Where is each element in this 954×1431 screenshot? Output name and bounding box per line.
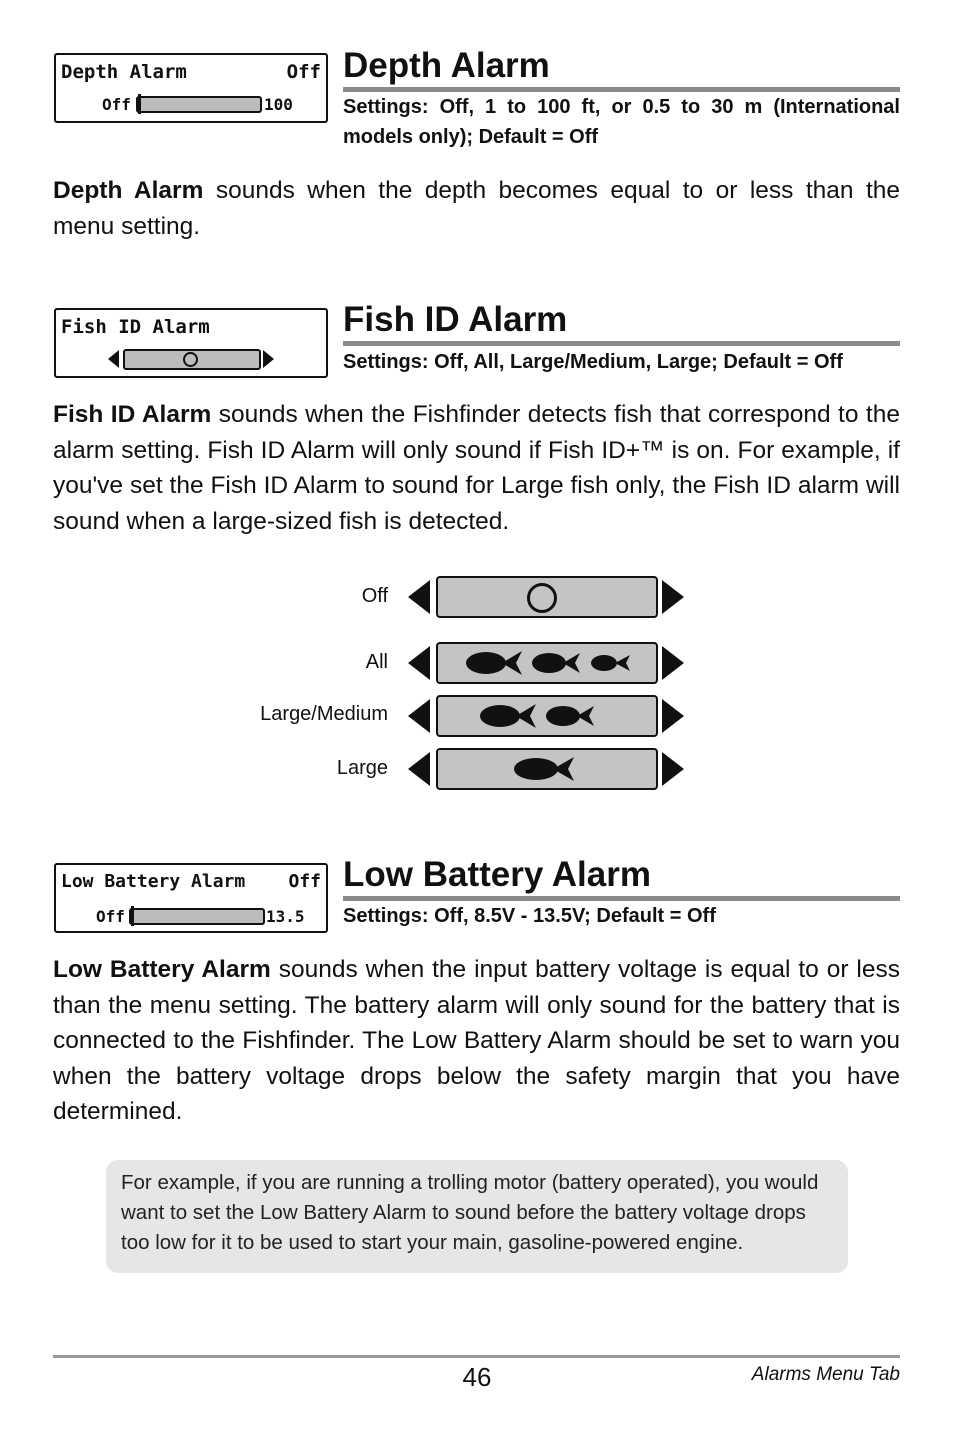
arrow-right-icon: [662, 752, 684, 786]
depth-alarm-slider-min: Off: [102, 95, 131, 114]
fish-id-option-track: [436, 748, 658, 790]
footer-section-title: Alarms Menu Tab: [751, 1364, 900, 1385]
circle-off-icon: [183, 352, 198, 367]
fish-icon: [532, 648, 582, 678]
low-battery-alarm-slider-knob: [131, 906, 134, 926]
fish-icon: [480, 701, 538, 731]
low-battery-alarm-slider-min: Off: [96, 907, 125, 926]
fish-id-alarm-heading: Fish ID Alarm: [343, 300, 900, 346]
fish-id-option-large-medium: [408, 695, 684, 737]
fish-id-alarm-menu-widget: [54, 308, 328, 378]
depth-alarm-widget-value: Off: [286, 61, 321, 83]
fish-id-option-large: [408, 748, 684, 790]
fish-icon: [546, 701, 596, 731]
fish-id-option-track: [436, 576, 658, 618]
low-battery-alarm-widget-title: Low Battery Alarm: [61, 871, 246, 892]
fish-id-alarm-description: [53, 397, 900, 539]
fish-id-alarm-term: Fish ID Alarm: [53, 401, 212, 428]
low-battery-alarm-widget-value: Off: [288, 871, 321, 892]
circle-off-icon: [527, 583, 557, 613]
fish-id-option-large-medium-label: Large/Medium: [260, 703, 388, 725]
depth-alarm-slider-knob: [138, 94, 141, 114]
depth-alarm-slider-max: 100: [264, 95, 293, 114]
fish-id-option-track: [436, 695, 658, 737]
fish-id-widget-track: [123, 349, 261, 370]
low-battery-alarm-settings: Settings: Off, 8.5V - 13.5V; Default = Off: [343, 905, 716, 927]
depth-alarm-widget-title: Depth Alarm: [61, 61, 187, 83]
arrow-left-icon: [408, 752, 430, 786]
fish-id-option-all: [408, 642, 684, 684]
fish-icon: [590, 648, 632, 678]
low-battery-alarm-menu-widget: [54, 863, 328, 933]
depth-alarm-description-text: sounds when the depth becomes equal to or less than the menu setting.: [53, 177, 900, 240]
arrow-right-icon: [263, 350, 274, 368]
fish-id-option-off-label: Off: [361, 585, 388, 607]
arrow-left-icon: [108, 350, 119, 368]
page-number: 46: [462, 1362, 492, 1392]
depth-alarm-term: Depth Alarm: [53, 177, 204, 204]
depth-alarm-menu-widget: [54, 53, 328, 123]
footer-divider: [53, 1355, 900, 1358]
depth-alarm-settings: Settings: Off, 1 to 100 ft, or 0.5 to 30 m (International models only); Default = Off: [343, 96, 900, 148]
arrow-right-icon: [662, 646, 684, 680]
fish-id-alarm-settings: Settings: Off, All, Large/Medium, Large; Default = Off: [343, 351, 843, 373]
fish-id-option-large-label: Large: [336, 757, 388, 779]
fish-id-option-track: [436, 642, 658, 684]
fish-icon: [514, 754, 576, 784]
depth-alarm-description: [53, 173, 900, 244]
depth-alarm-slider: [136, 96, 262, 113]
fish-id-option-off: [408, 576, 684, 618]
low-battery-alarm-slider-max: 13.5: [266, 907, 305, 926]
arrow-left-icon: [408, 646, 430, 680]
low-battery-alarm-slider: [129, 908, 265, 925]
fish-icon: [466, 648, 524, 678]
arrow-right-icon: [662, 699, 684, 733]
low-battery-alarm-description: [53, 952, 900, 1130]
fish-id-option-all-label: All: [365, 651, 388, 673]
fish-id-alarm-description-text: sounds when the Fishfinder detects fish that correspond to the alarm setting. Fish ID Alarm will only sound if Fish ID+™ is on. For example, if you've set the Fish ID Alarm to sound for Large fish only, the Fish ID alarm will sound when a large-sized fish is detected.: [53, 401, 900, 535]
depth-alarm-heading: Depth Alarm: [343, 46, 900, 92]
note-box: [106, 1160, 848, 1273]
arrow-right-icon: [662, 580, 684, 614]
arrow-left-icon: [408, 699, 430, 733]
fish-id-alarm-widget-title: Fish ID Alarm: [61, 316, 210, 338]
note-text: For example, if you are running a trolling motor (battery operated), you would want to set the Low Battery Alarm to sound before the battery voltage drops too low for it to be used to start your main, gasoline-powered engine.: [121, 1171, 819, 1254]
low-battery-alarm-heading: Low Battery Alarm: [343, 855, 900, 901]
arrow-left-icon: [408, 580, 430, 614]
low-battery-alarm-term: Low Battery Alarm: [53, 956, 271, 983]
low-battery-alarm-description-text: sounds when the input battery voltage is equal to or less than the menu setting. The battery alarm will only sound for the battery that is connected to the Fishfinder. The Low Battery Alarm should be set to warn you when the battery voltage drops below the safety margin that you have determined.: [53, 956, 901, 1125]
